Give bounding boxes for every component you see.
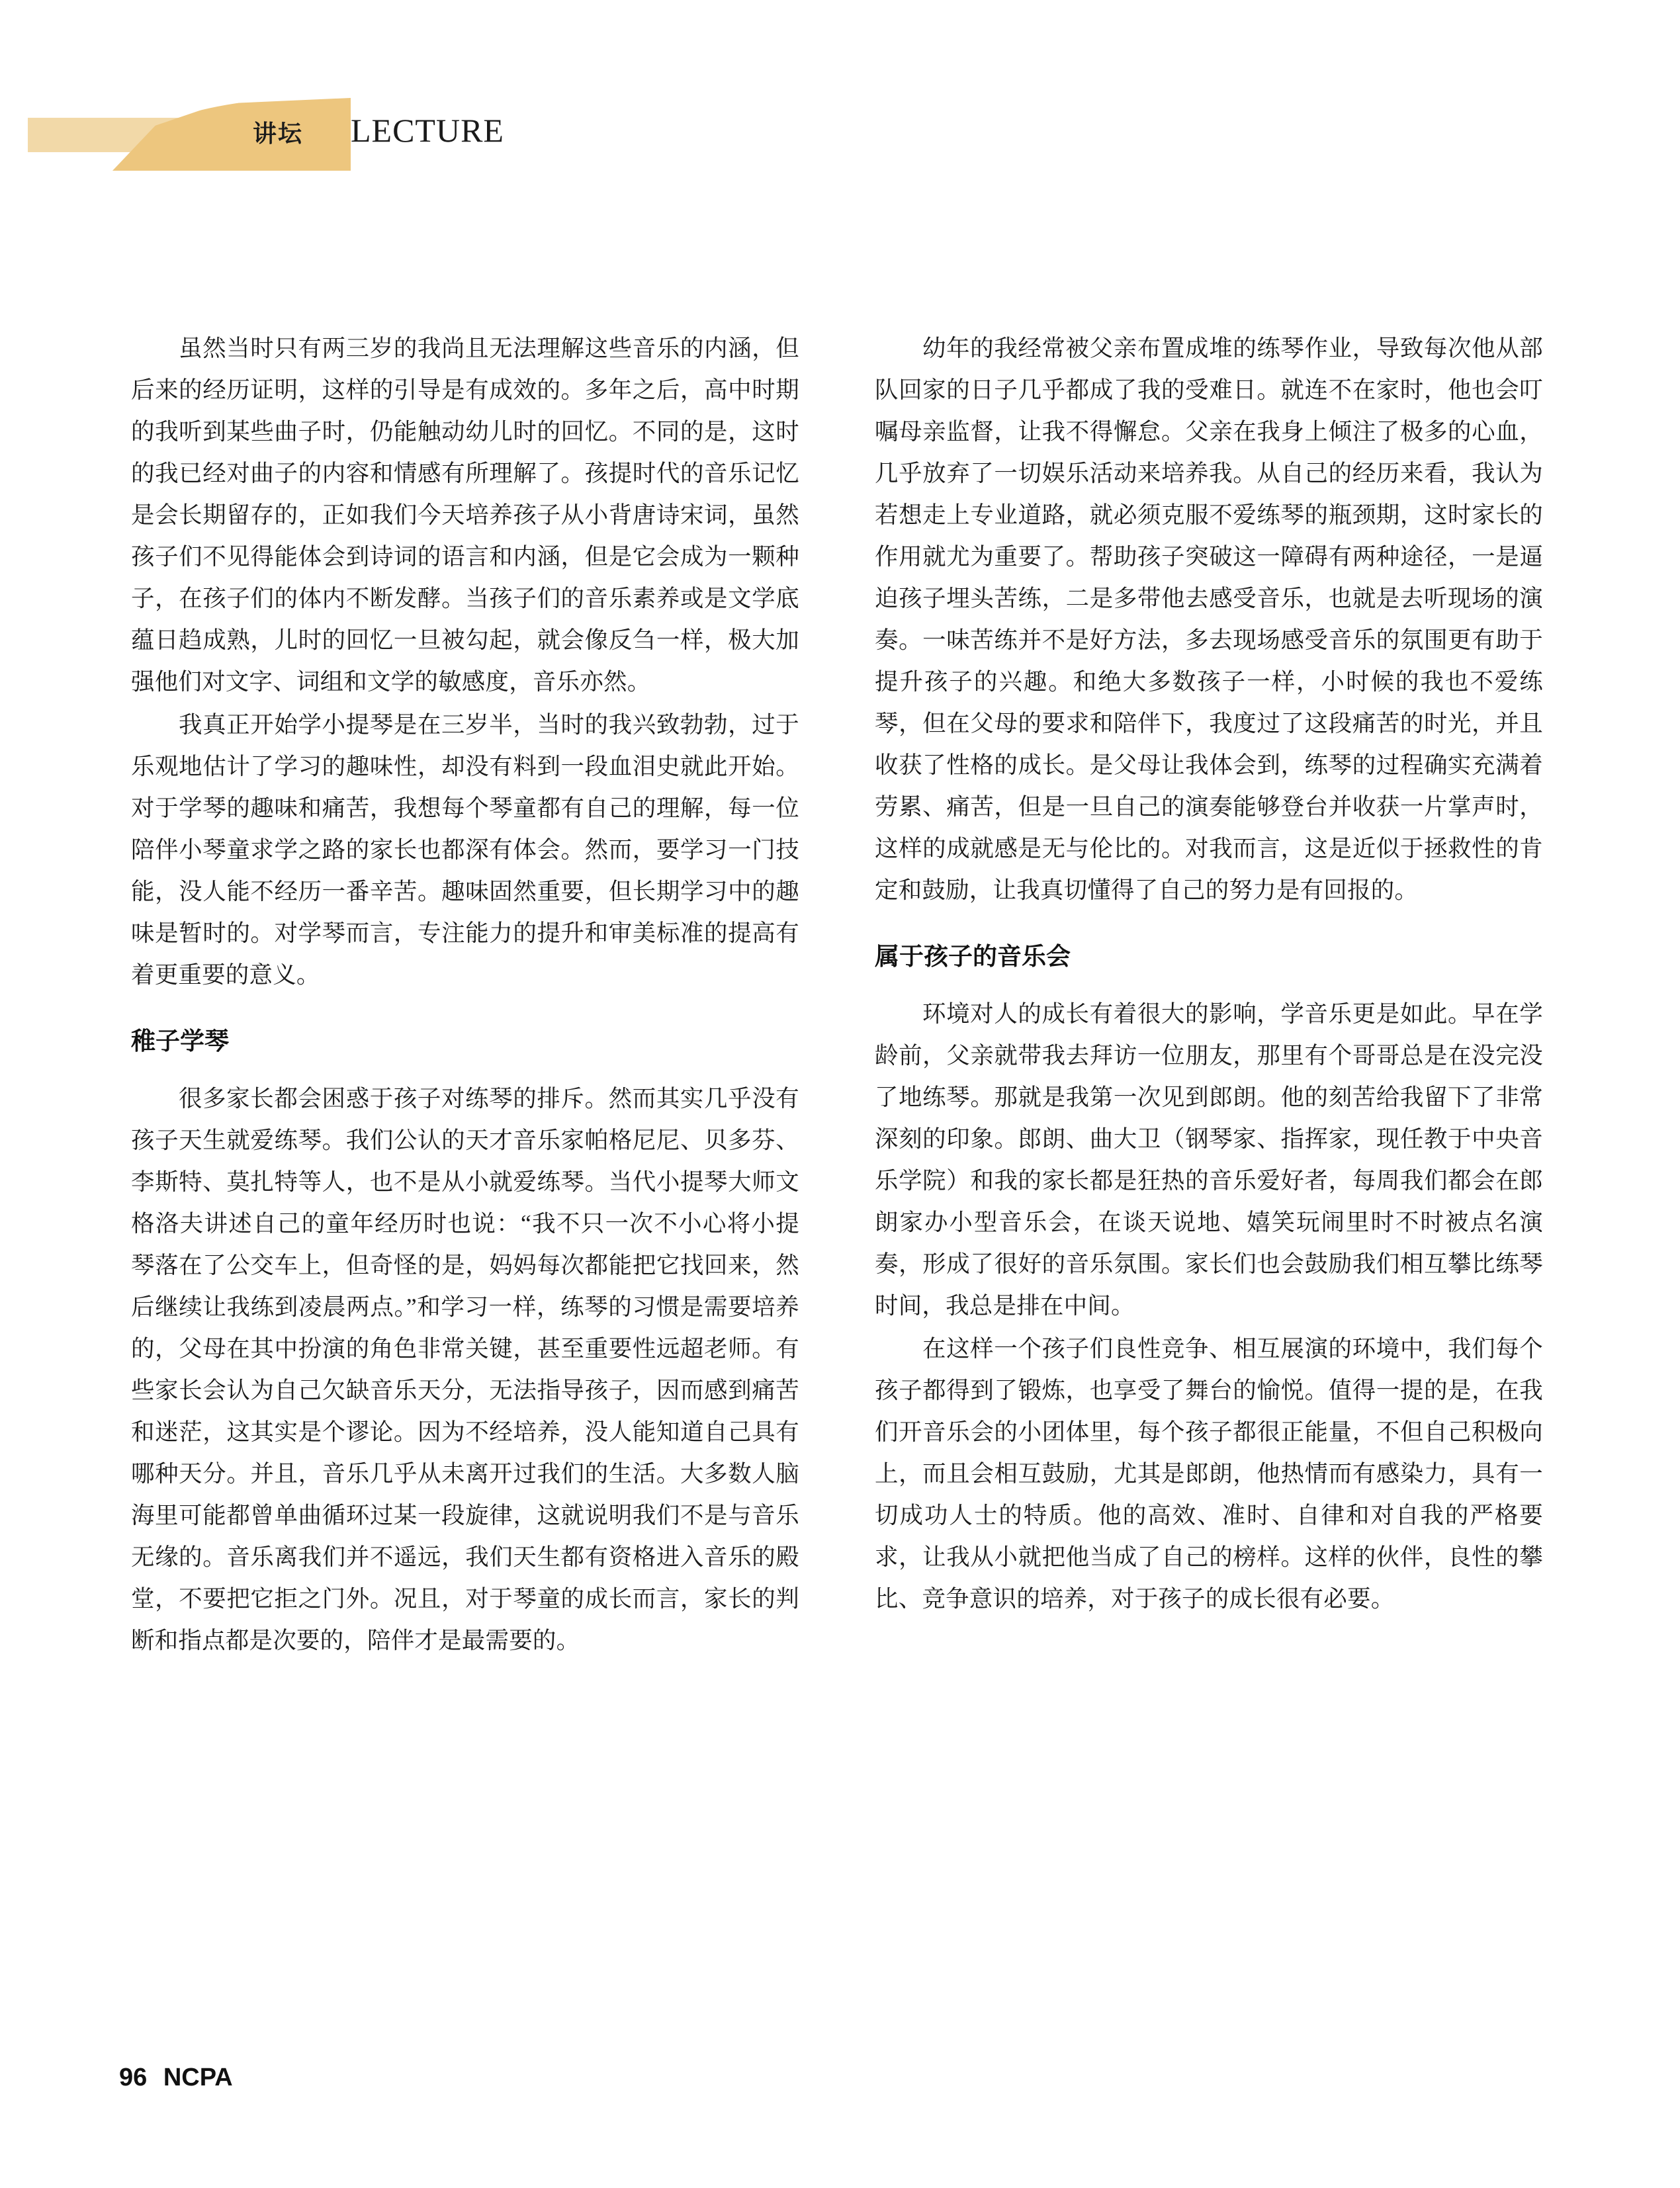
header-category-label: 讲坛 <box>253 120 304 147</box>
section-subheading: 属于孩子的音乐会 <box>875 943 1071 970</box>
column-left <box>131 328 799 1663</box>
page-header <box>0 0 1680 218</box>
section-subheading: 稚子学琴 <box>131 1028 229 1055</box>
page-number: 96 <box>119 2064 148 2091</box>
header-swoosh-decoration <box>112 98 351 171</box>
paragraph: 在这样一个孩子们良性竞争、相互展演的环境中，我们每个孩子都得到了锻炼，也享受了舞台的愉悦。值得一提的是，在我们开音乐会的小团体里，每个孩子都很正能量，不但自己积极向上，而且会相互鼓励，尤其是郎朗，他热情而有感染力，具有一切成功人士的特质。他的高效、准时、自律和对自我的严格要求，让我从小就把他当成了自己的榜样。这样的伙伴，良性的攀比、竞争意识的培养，对于孩子的成长很有必要。 <box>875 1335 1543 1612</box>
paragraph: 虽然当时只有两三岁的我尚且无法理解这些音乐的内涵，但后来的经历证明，这样的引导是有成效的。多年之后，高中时期的我听到某些曲子时，仍能触动幼儿时的回忆。不同的是，这时的我已经对曲子的内容和情感有所理解了。孩提时代的音乐记忆是会长期留存的，正如我们今天培养孩子从小背唐诗宋词，虽然孩子们不见得能体会到诗词的语言和内涵，但是它会成为一颗种子，在孩子们的体内不断发酵。当孩子们的音乐素养或是文学底蕴日趋成熟，儿时的回忆一旦被勾起，就会像反刍一样，极大加强他们对文字、词组和文学的敏感度，音乐亦然。 <box>131 335 799 695</box>
publication-name: NCPA <box>163 2064 233 2091</box>
paragraph: 环境对人的成长有着很大的影响，学音乐更是如此。早在学龄前，父亲就带我去拜访一位朋友，那里有个哥哥总是在没完没了地练琴。那就是我第一次见到郎朗。他的刻苦给我留下了非常深刻的印象。郎朗、曲大卫（钢琴家、指挥家，现任教于中央音乐学院）和我的家长都是狂热的音乐爱好者，每周我们都会在郎朗家办小型音乐会，在谈天说地、嬉笑玩闹里时不时被点名演奏，形成了很好的音乐氛围。家长们也会鼓励我们相互攀比练琴时间，我总是排在中间。 <box>875 1000 1543 1319</box>
header-section-title: LECTURE <box>351 112 504 149</box>
page-footer <box>119 2064 233 2092</box>
paragraph: 我真正开始学小提琴是在三岁半，当时的我兴致勃勃，过于乐观地估计了学习的趣味性，却没有料到一段血泪史就此开始。对于学琴的趣味和痛苦，我想每个琴童都有自己的理解，每一位陪伴小琴童求学之路的家长也都深有体会。然而，要学习一门技能，没人能不经历一番辛苦。趣味固然重要，但长期学习中的趣味是暂时的。对学琴而言，专注能力的提升和审美标准的提高有着更重要的意义。 <box>131 711 799 988</box>
column-right <box>875 328 1543 1621</box>
paragraph: 很多家长都会困惑于孩子对练琴的排斥。然而其实几乎没有孩子天生就爱练琴。我们公认的天才音乐家帕格尼尼、贝多芬、李斯特、莫扎特等人，也不是从小就爱练琴。当代小提琴大师文格洛夫讲述自己的童年经历时也说：“我不只一次不小心将小提琴落在了公交车上，但奇怪的是，妈妈每次都能把它找回来，然后继续让我练到凌晨两点。”和学习一样，练琴的习惯是需要培养的，父母在其中扮演的角色非常关键，甚至重要性远超老师。有些家长会认为自己欠缺音乐天分，无法指导孩子，因而感到痛苦和迷茫，这其实是个谬论。因为不经培养，没人能知道自己具有哪种天分。并且，音乐几乎从未离开过我们的生活。大多数人脑海里可能都曾单曲循环过某一段旋律，这就说明我们不是与音乐无缘的。音乐离我们并不遥远，我们天生都有资格进入音乐的殿堂，不要把它拒之门外。况且，对于琴童的成长而言，家长的判断和指点都是次要的，陪伴才是最需要的。 <box>131 1085 799 1653</box>
paragraph: 幼年的我经常被父亲布置成堆的练琴作业，导致每次他从部队回家的日子几乎都成了我的受难日。就连不在家时，他也会叮嘱母亲监督，让我不得懈怠。父亲在我身上倾注了极多的心血，几乎放弃了一切娱乐活动来培养我。从自己的经历来看，我认为若想走上专业道路，就必须克服不爱练琴的瓶颈期，这时家长的作用就尤为重要了。帮助孩子突破这一障碍有两种途径，一是逼迫孩子埋头苦练，二是多带他去感受音乐，也就是去听现场的演奏。一味苦练并不是好方法，多去现场感受音乐的氛围更有助于提升孩子的兴趣。和绝大多数孩子一样，小时候的我也不爱练琴，但在父母的要求和陪伴下，我度过了这段痛苦的时光，并且收获了性格的成长。是父母让我体会到，练琴的过程确实充满着劳累、痛苦，但是一旦自己的演奏能够登台并收获一片掌声时，这样的成就感是无与伦比的。对我而言，这是近似于拯救性的肯定和鼓励，让我真切懂得了自己的努力是有回报的。 <box>875 335 1543 903</box>
